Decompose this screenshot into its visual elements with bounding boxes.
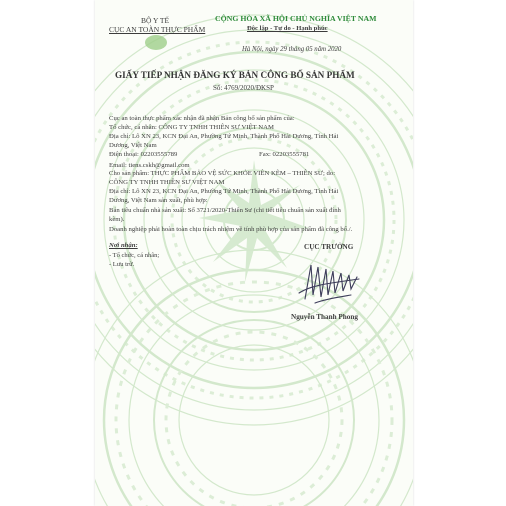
department-name: CỤC AN TOÀN THỰC PHẨM (109, 25, 206, 34)
standard-line: Bản tiêu chuẩn nhà sản xuất: Số 3721/2020-Thiên Sư (chi tiết tiêu chuẩn sản xuất đính (109, 207, 341, 214)
organization-line: Tổ chức, cá nhân: CÔNG TY TNHH THIÊN SƯ VIỆT NAM (109, 124, 274, 131)
handwritten-signature (291, 255, 371, 310)
document-title: GIẤY TIẾP NHẬN ĐĂNG KÝ BẢN CÔNG BỐ SẢN PHẨM (115, 70, 355, 80)
document-number: Số: 4769/2020/ĐKSP (213, 84, 274, 92)
address-line-2-cont: Dương, Việt Nam sản xuất, phù hợp: (109, 197, 208, 204)
ministry-name: BỘ Y TẾ (141, 16, 170, 25)
recipient-item: - Tổ chức, cá nhân; (109, 252, 160, 259)
phone-number: Điện thoại: 02203555789 (109, 151, 178, 158)
intro-text: Cục an toàn thực phẩm xác nhận đã nhận Bản công bố sản phẩm của: (109, 115, 295, 122)
address-line-1-cont: Dương, Việt Nam (109, 142, 157, 149)
fax-number: Fax: 02203555781 (259, 151, 310, 158)
recipients-label: Nơi nhận: (109, 242, 138, 249)
signer-name: Nguyễn Thanh Phong (291, 313, 358, 321)
product-line: Cho sản phẩm: THỰC PHẨM BẢO VỆ SỨC KHỎE VIÊN KẼM – THIÊN SƯ; do: (109, 170, 336, 177)
national-motto: Độc lập - Tự do - Hạnh phúc (247, 25, 328, 32)
email-address: Email: tiens.cskh@gmail.com (109, 162, 190, 169)
standard-line-cont: kèm). (109, 216, 125, 223)
address-line-2: Địa chỉ: Lô XN 23, KCN Đại An, Phường Tứ Minh, Thành Phố Hải Dương, Tỉnh Hải (109, 188, 339, 195)
signer-office: CỤC TRƯỞNG (304, 243, 354, 251)
recipient-item: - Lưu trữ. (109, 261, 135, 268)
address-line-1: Địa chỉ: Lô XN 23, KCN Đại An, Phường Tứ Minh, Thành Phố Hải Dương, Tỉnh Hải (109, 133, 339, 140)
document-page (95, 0, 413, 506)
product-line-cont: CÔNG TY TNHH THIÊN SƯ VIỆT NAM (109, 179, 225, 186)
ministry-logo-icon (145, 35, 167, 50)
place-date: Hà Nội, ngày 29 tháng 05 năm 2020 (242, 46, 342, 53)
country-name: CỘNG HÒA XÃ HỘI CHỦ NGHĨA VIỆT NAM (215, 14, 377, 23)
responsibility-line: Doanh nghiệp phải hoàn toàn chịu trách nhiệm về tính phù hợp của sản phẩm đã công bố./. (109, 226, 353, 233)
